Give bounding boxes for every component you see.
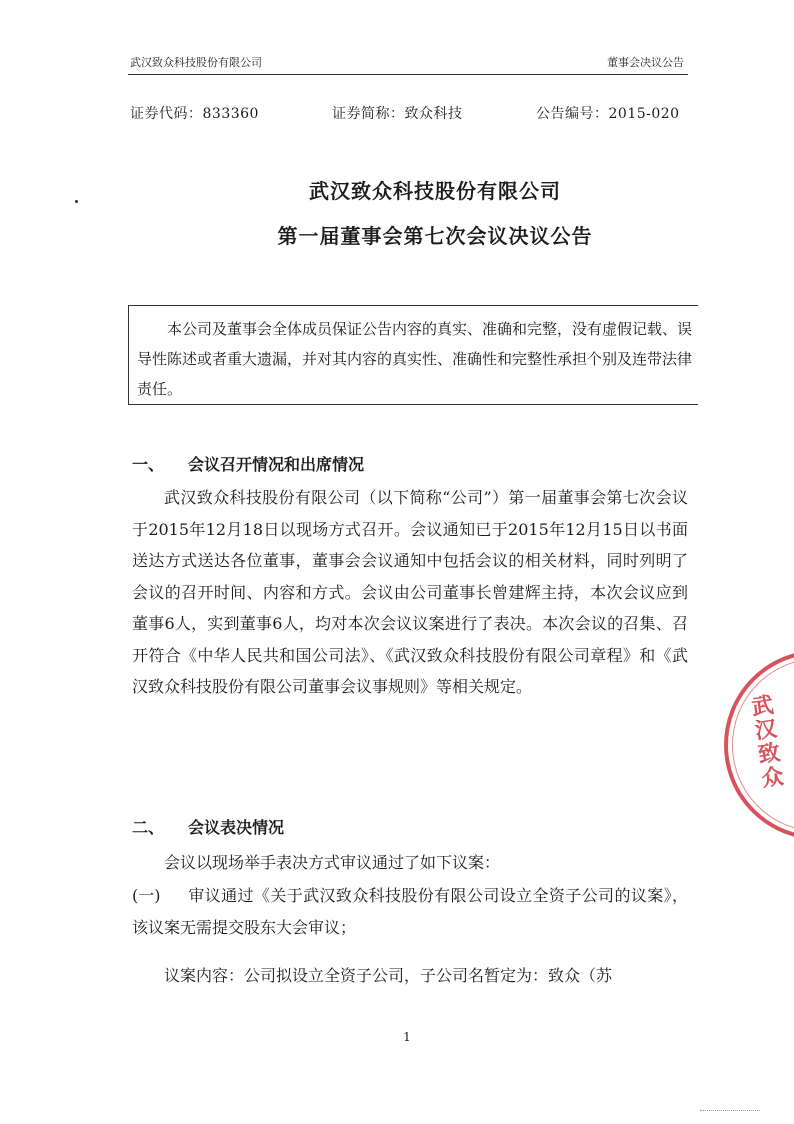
section-2-intro: 会议以现场举手表决方式审议通过了如下议案：: [164, 853, 501, 872]
motion-content: 议案内容：公司拟设立全资子公司，子公司名暂定为：致众（苏: [164, 966, 613, 985]
section-heading-2: [132, 815, 284, 838]
company-seal-stamp: [724, 650, 794, 840]
motion-text: 审议通过《关于武汉致众科技股份有限公司设立全资子公司的议案》，该议案无需提交股东大会审议；: [132, 886, 688, 937]
security-code: 证券代码：833360: [130, 106, 259, 122]
header-company: 武汉致众科技股份有限公司: [130, 56, 262, 69]
security-short-name: 证券简称：致众科技: [332, 106, 463, 122]
doc-title-company: 武汉致众科技股份有限公司: [309, 179, 561, 203]
responsibility-notice: 本公司及董事会全体成员保证公告内容的真实、准确和完整，没有虚假记载、误导性陈述或者重大遗漏，并对其内容的真实性、准确性和完整性承担个别及连带法律责任。: [128, 305, 698, 405]
announcement-number: 公告编号：2015-020: [536, 106, 680, 122]
motion-item: [132, 880, 688, 943]
header-doc-type: 董事会决议公告: [607, 56, 684, 69]
section-title: 会议表决情况: [188, 818, 285, 837]
section-number: 一、: [132, 455, 165, 474]
doc-title-main: 第一届董事会第七次会议决议公告: [277, 224, 593, 248]
section-number: 二、: [132, 818, 165, 837]
scan-edge-mark: [700, 1110, 760, 1112]
seal-text: 武汉致众: [746, 692, 785, 792]
section-heading-1: [132, 452, 364, 475]
section-1-body: 武汉致众科技股份有限公司（以下简称“公司”）第一届董事会第七次会议于2015年12月18日以现场方式召开。会议通知已于2015年12月15日以书面送达方式送达各位董事，董事会会议通知中包括会议的相关材料，同时列明了会议的召开时间、内容和方式。会议由公司董事长曾建辉主持，本次会议应到董事6人，实到董事6人，均对本次会议议案进行了表决。本次会议的召集、召开符合《中华人民共和国公司法》、《武汉致众科技股份有限公司章程》和《武汉致众科技股份有限公司董事会议事规则》等相关规定。: [132, 488, 688, 696]
section-title: 会议召开情况和出席情况: [188, 455, 365, 474]
page-number: 1: [403, 1030, 411, 1044]
motion-number: (一): [132, 886, 161, 905]
header-rule: [128, 74, 688, 75]
